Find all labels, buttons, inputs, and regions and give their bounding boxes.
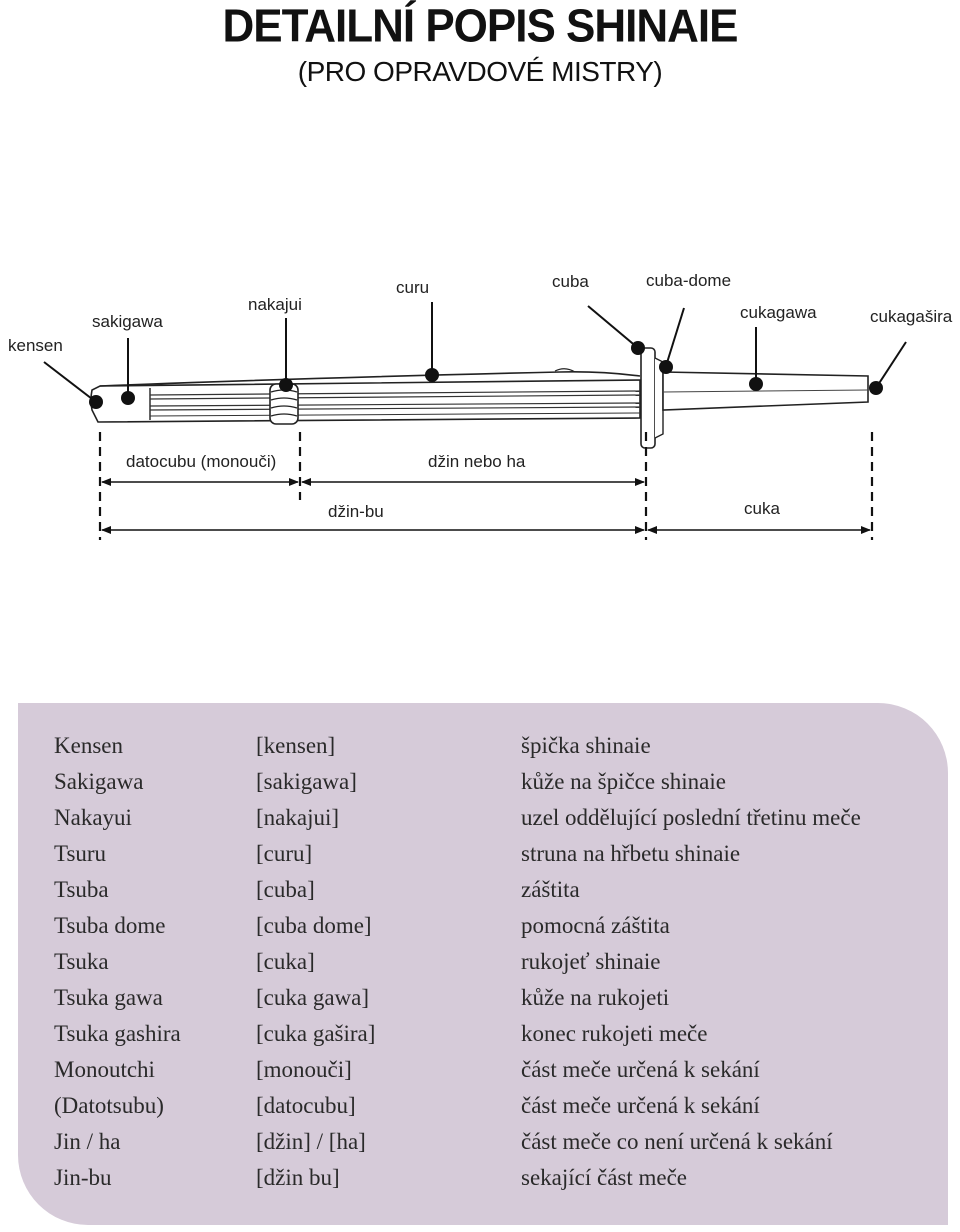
glossary-term: Sakigawa: [54, 769, 144, 794]
glossary-panel: [18, 703, 948, 1225]
shinai-diagram: [0, 0, 960, 560]
glossary-term: Kensen: [54, 733, 123, 758]
glossary-term: Jin-bu: [54, 1165, 112, 1190]
label-cuba-dome: cuba-dome: [646, 271, 732, 290]
glossary-meaning: sekající část meče: [521, 1165, 688, 1190]
glossary-term: Tsuba dome: [54, 913, 166, 938]
glossary-reading: [monouči]: [256, 1057, 352, 1082]
glossary-row: [18, 1129, 948, 1165]
glossary-reading: [cuka]: [256, 949, 315, 974]
glossary-meaning: kůže na špičce shinaie: [521, 769, 726, 794]
shinai-blade: [91, 369, 640, 422]
glossary-row: [18, 805, 948, 841]
glossary-reading: [sakigawa]: [256, 769, 357, 794]
glossary-term: Monoutchi: [54, 1057, 155, 1082]
page-subtitle: (PRO OPRAVDOVÉ MISTRY): [297, 56, 663, 87]
cukagasira-marker: [869, 381, 883, 395]
page-title: DETAILNÍ POPIS SHINAIE: [222, 0, 738, 53]
glossary-row: [18, 1057, 948, 1093]
glossary-term: Tsuka gawa: [54, 985, 163, 1010]
glossary-meaning: kůže na rukojeti: [521, 985, 670, 1010]
nakajui-marker: [279, 378, 293, 392]
glossary-meaning: konec rukojeti meče: [521, 1021, 708, 1046]
glossary-reading: [datocubu]: [256, 1093, 356, 1118]
cukagawa-marker: [749, 377, 763, 391]
glossary-row: [18, 733, 948, 769]
glossary-meaning: špička shinaie: [521, 733, 651, 758]
glossary-meaning: uzel oddělující poslední třetinu meče: [521, 805, 861, 830]
glossary-row: [18, 1021, 948, 1057]
glossary-reading: [curu]: [256, 841, 313, 866]
glossary-reading: [cuba]: [256, 877, 315, 902]
glossary-row: [18, 985, 948, 1021]
label-curu: curu: [396, 278, 430, 297]
glossary-row: [18, 913, 948, 949]
glossary-row: [18, 949, 948, 985]
glossary-reading: [cuba dome]: [256, 913, 372, 938]
label-cuba: cuba: [552, 272, 589, 291]
glossary-row: [18, 841, 948, 877]
glossary-row: [18, 1165, 948, 1201]
tsuka-handle: [663, 372, 868, 410]
glossary-meaning: rukojeť shinaie: [521, 949, 661, 974]
glossary-reading: [cuka gawa]: [256, 985, 370, 1010]
glossary-term: (Datotsubu): [54, 1093, 164, 1118]
glossary-meaning: část meče určená k sekání: [521, 1057, 760, 1082]
glossary-row: [18, 1093, 948, 1129]
glossary-row: [18, 877, 948, 913]
cuba-marker: [631, 341, 645, 355]
label-sakigawa: sakigawa: [92, 312, 163, 331]
glossary-reading: [cuka gašira]: [256, 1021, 376, 1046]
glossary-meaning: záštita: [521, 877, 580, 902]
label-cuka: cuka: [744, 499, 780, 518]
glossary-reading: [džin] / [ha]: [256, 1129, 366, 1154]
glossary-term: Tsuba: [54, 877, 109, 902]
glossary-meaning: struna na hřbetu shinaie: [521, 841, 741, 866]
glossary-term: Tsuka: [54, 949, 109, 974]
glossary-term: Jin / ha: [54, 1129, 121, 1154]
glossary-meaning: pomocná záštita: [521, 913, 670, 938]
label-dzin-bu: džin-bu: [328, 502, 384, 521]
glossary-reading: [nakajui]: [256, 805, 340, 830]
tsuba-guard: [641, 348, 663, 448]
kensen-marker: [89, 395, 103, 409]
label-cukagawa: cukagawa: [740, 303, 817, 322]
glossary-meaning: část meče určená k sekání: [521, 1093, 760, 1118]
sakigawa-marker: [121, 391, 135, 405]
glossary-term: Nakayui: [54, 805, 132, 830]
glossary-reading: [kensen]: [256, 733, 336, 758]
label-datocubu: datocubu (monouči): [126, 452, 277, 471]
glossary-term: Tsuka gashira: [54, 1021, 181, 1046]
glossary-reading: [džin bu]: [256, 1165, 340, 1190]
glossary-meaning: část meče co není určená k sekání: [521, 1129, 833, 1154]
curu-marker: [425, 368, 439, 382]
glossary-term: Tsuru: [54, 841, 107, 866]
dimension-extension-lines: [100, 432, 872, 540]
label-kensen: kensen: [8, 336, 63, 355]
label-cukagasira: cukagašira: [870, 307, 953, 326]
cuba-dome-marker: [659, 360, 673, 374]
glossary-row: [18, 769, 948, 805]
label-dzin-nebo-ha: džin nebo ha: [428, 452, 526, 471]
label-nakajui: nakajui: [248, 295, 302, 314]
